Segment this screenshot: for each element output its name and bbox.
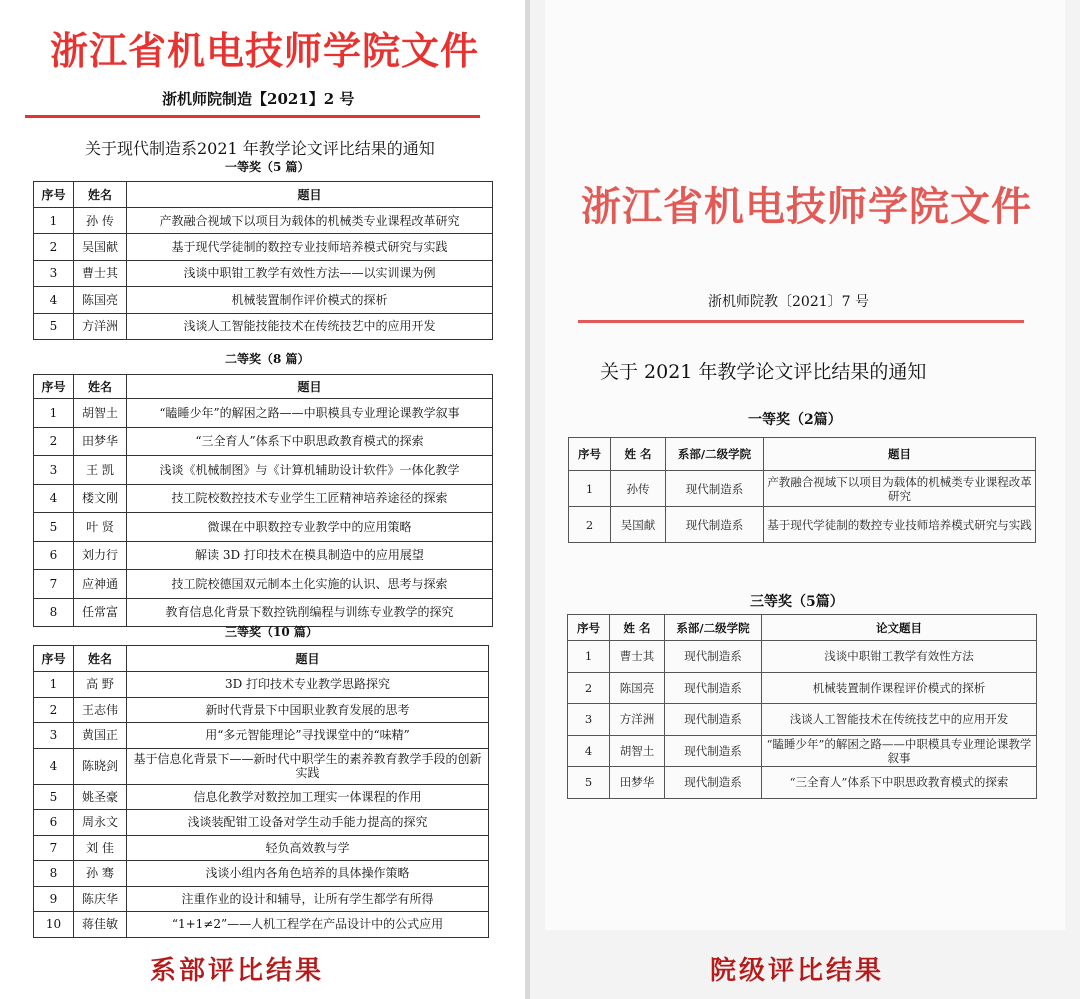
left-third-prize-cell: 刘 佳 (74, 835, 127, 861)
left-first-prize-heading: 一等奖（5 篇） (225, 160, 310, 174)
left-third-prize-cell: 孙 骞 (74, 861, 127, 887)
left-third-prize-cell: 黄国正 (74, 723, 127, 749)
right-third-prize-cell: 现代制造系 (665, 641, 762, 673)
left-first-prize-cell: 曹士其 (74, 260, 127, 286)
right-third-prize-cell: 2 (568, 672, 610, 704)
left-second-prize-row (34, 399, 493, 428)
left-third-prize-cell: 浅谈小组内各角色培养的具体操作策略 (127, 861, 489, 887)
right-first-prize-cell: 基于现代学徒制的数控专业技师培养模式研究与实践 (764, 507, 1036, 543)
left-third-prize-cell: 8 (34, 861, 74, 887)
left-second-prize-cell: 1 (34, 399, 74, 428)
left-second-prize-row (34, 513, 493, 542)
right-third-prize-cell: 1 (568, 641, 610, 673)
left-third-prize-cell: 7 (34, 835, 74, 861)
left-third-prize-row (34, 861, 489, 887)
left-third-prize-col-header: 姓名 (74, 646, 127, 672)
left-second-prize-row (34, 484, 493, 513)
right-third-prize-cell: 浅谈人工智能技术在传统技艺中的应用开发 (762, 704, 1037, 736)
left-second-prize-cell: 刘力行 (74, 541, 127, 570)
left-second-prize-header-row (34, 375, 493, 399)
left-second-prize-cell: 2 (34, 427, 74, 456)
left-first-prize-row (34, 313, 493, 339)
left-third-prize-col-header: 序号 (34, 646, 74, 672)
left-first-prize-cell: 浅谈人工智能技能技术在传统技艺中的应用开发 (127, 313, 493, 339)
left-second-prize-cell: 任常富 (74, 598, 127, 627)
left-third-prize-cell: 蒋佳敏 (74, 912, 127, 938)
right-third-prize-cell: 田梦华 (610, 767, 665, 799)
right-third-prize-cell: 曹士其 (610, 641, 665, 673)
left-third-prize-table (33, 645, 489, 938)
right-first-prize-heading: 一等奖（2篇） (748, 412, 842, 428)
left-first-prize-col-header: 题目 (127, 182, 493, 208)
left-first-prize-cell: 陈国亮 (74, 287, 127, 313)
left-first-prize-header-row (34, 182, 493, 208)
left-second-prize-cell: 胡智土 (74, 399, 127, 428)
left-first-prize-row (34, 208, 493, 234)
left-third-prize-row (34, 886, 489, 912)
left-third-prize-row (34, 912, 489, 938)
left-third-prize-cell: 姚圣豪 (74, 784, 127, 810)
left-second-prize-cell: 技工院校德国双元制本土化实施的认识、思考与探索 (127, 570, 493, 599)
right-first-prize-row (569, 471, 1036, 507)
left-second-prize-cell: “瞌睡少年”的解困之路——中职模具专业理论课教学叙事 (127, 399, 493, 428)
left-first-prize-cell: 1 (34, 208, 74, 234)
left-document-panel (0, 0, 525, 999)
left-first-prize-cell: 基于现代学徒制的数控专业技师培养模式研究与实践 (127, 234, 493, 260)
right-page-card (545, 0, 1065, 930)
left-third-prize-cell: 3D 打印技术专业教学思路探究 (127, 672, 489, 698)
right-first-prize-cell: 1 (569, 471, 611, 507)
right-third-prize-col-header: 系部/二级学院 (665, 615, 762, 641)
left-third-prize-row (34, 835, 489, 861)
left-second-prize-cell: 8 (34, 598, 74, 627)
left-second-prize-col-header: 序号 (34, 375, 74, 399)
left-third-prize-cell: 5 (34, 784, 74, 810)
right-first-prize-row (569, 507, 1036, 543)
left-second-prize-row (34, 456, 493, 485)
left-red-rule (25, 115, 480, 118)
right-third-prize-row (568, 672, 1037, 704)
left-first-prize-row (34, 260, 493, 286)
left-second-prize-cell: 解读 3D 打印技术在模具制造中的应用展望 (127, 541, 493, 570)
left-second-prize-cell: “三全育人”体系下中职思政教育模式的探索 (127, 427, 493, 456)
left-second-prize-cell: 4 (34, 484, 74, 513)
right-third-prize-row (568, 704, 1037, 736)
left-second-prize-cell: 浅谈《机械制图》与《计算机辅助设计软件》一体化教学 (127, 456, 493, 485)
left-notice-title: 关于现代制造系2021 年教学论文评比结果的通知 (85, 139, 435, 158)
left-second-prize-cell: 楼文刚 (74, 484, 127, 513)
left-third-prize-row (34, 672, 489, 698)
left-third-prize-cell: 轻负高效教与学 (127, 835, 489, 861)
left-third-prize-cell: 浅谈装配钳工设备对学生动手能力提高的探究 (127, 810, 489, 836)
right-third-prize-cell: 现代制造系 (665, 735, 762, 767)
left-first-prize-col-header: 姓名 (74, 182, 127, 208)
left-second-prize-cell: 王 凯 (74, 456, 127, 485)
right-third-prize-cell: 现代制造系 (665, 704, 762, 736)
right-third-prize-header-row (568, 615, 1037, 641)
right-third-prize-cell: “瞌睡少年”的解困之路——中职模具专业理论课教学叙事 (762, 735, 1037, 767)
right-first-prize-col-header: 题目 (764, 438, 1036, 471)
left-first-prize-cell: 机械装置制作评价模式的探析 (127, 287, 493, 313)
right-doc-number: 浙机师院教〔2021〕7 号 (708, 294, 869, 310)
left-third-prize-cell: 6 (34, 810, 74, 836)
left-second-prize-heading: 二等奖（8 篇） (225, 352, 310, 366)
left-first-prize-cell: 2 (34, 234, 74, 260)
right-third-prize-row (568, 735, 1037, 767)
right-first-prize-cell: 吴国献 (611, 507, 666, 543)
left-second-prize-table (33, 374, 493, 627)
left-caption: 系部评比结果 (150, 956, 325, 986)
left-third-prize-cell: 注重作业的设计和辅导，让所有学生都学有所得 (127, 886, 489, 912)
left-third-prize-cell: 10 (34, 912, 74, 938)
left-second-prize-cell: 技工院校数控技术专业学生工匠精神培养途径的探索 (127, 484, 493, 513)
left-second-prize-cell: 5 (34, 513, 74, 542)
left-first-prize-cell: 浅谈中职钳工教学有效性方法——以实训课为例 (127, 260, 493, 286)
right-third-prize-cell: 陈国亮 (610, 672, 665, 704)
right-third-prize-col-header: 姓 名 (610, 615, 665, 641)
left-first-prize-table (33, 181, 493, 340)
left-third-prize-cell: 周永文 (74, 810, 127, 836)
right-first-prize-col-header: 序号 (569, 438, 611, 471)
left-second-prize-cell: 教育信息化背景下数控铣削编程与训练专业教学的探究 (127, 598, 493, 627)
right-notice-title: 关于 2021 年教学论文评比结果的通知 (600, 361, 927, 383)
right-first-prize-cell: 现代制造系 (666, 471, 764, 507)
left-third-prize-cell: 王志伟 (74, 697, 127, 723)
left-third-prize-cell: 1 (34, 672, 74, 698)
right-first-prize-cell: 现代制造系 (666, 507, 764, 543)
left-third-prize-cell: “1+1≠2”——人机工程学在产品设计中的公式应用 (127, 912, 489, 938)
left-first-prize-col-header: 序号 (34, 182, 74, 208)
right-first-prize-col-header: 系部/二级学院 (666, 438, 764, 471)
left-header-title: 浙江省机电技师学院文件 (50, 29, 480, 73)
right-third-prize-cell: 现代制造系 (665, 767, 762, 799)
right-third-prize-cell: “三全育人”体系下中职思政教育模式的探索 (762, 767, 1037, 799)
right-third-prize-col-header: 论文题目 (762, 615, 1037, 641)
right-third-prize-cell: 5 (568, 767, 610, 799)
left-second-prize-row (34, 427, 493, 456)
left-first-prize-cell: 3 (34, 260, 74, 286)
left-first-prize-cell: 产教融合视域下以项目为载体的机械类专业课程改革研究 (127, 208, 493, 234)
left-second-prize-cell: 叶 贤 (74, 513, 127, 542)
right-red-rule (578, 320, 1024, 323)
left-second-prize-cell: 7 (34, 570, 74, 599)
left-third-prize-heading: 三等奖（10 篇） (225, 625, 318, 639)
left-first-prize-row (34, 234, 493, 260)
left-first-prize-cell: 4 (34, 287, 74, 313)
right-third-prize-cell: 现代制造系 (665, 672, 762, 704)
right-third-prize-col-header: 序号 (568, 615, 610, 641)
left-first-prize-cell: 吴国献 (74, 234, 127, 260)
right-third-prize-cell: 机械装置制作课程评价模式的探析 (762, 672, 1037, 704)
left-third-prize-cell: 用“多元智能理论”寻找课堂中的“味精” (127, 723, 489, 749)
left-third-prize-cell: 新时代背景下中国职业教育发展的思考 (127, 697, 489, 723)
left-first-prize-cell: 方洋洲 (74, 313, 127, 339)
left-first-prize-cell: 5 (34, 313, 74, 339)
right-first-prize-cell: 2 (569, 507, 611, 543)
right-first-prize-cell: 孙传 (611, 471, 666, 507)
left-third-prize-cell: 信息化教学对数控加工理实一体课程的作用 (127, 784, 489, 810)
right-third-prize-cell: 胡智土 (610, 735, 665, 767)
left-second-prize-row (34, 541, 493, 570)
left-third-prize-cell: 3 (34, 723, 74, 749)
right-third-prize-cell: 方洋洲 (610, 704, 665, 736)
left-second-prize-row (34, 570, 493, 599)
left-third-prize-row (34, 723, 489, 749)
right-third-prize-heading: 三等奖（5篇） (750, 594, 844, 610)
left-third-prize-cell: 4 (34, 748, 74, 784)
left-second-prize-cell: 田梦华 (74, 427, 127, 456)
left-third-prize-cell: 基于信息化背景下——新时代中职学生的素养教育教学手段的创新实践 (127, 748, 489, 784)
left-second-prize-cell: 6 (34, 541, 74, 570)
left-second-prize-cell: 应神通 (74, 570, 127, 599)
left-third-prize-cell: 陈晓剑 (74, 748, 127, 784)
right-third-prize-cell: 浅谈中职钳工教学有效性方法 (762, 641, 1037, 673)
right-first-prize-table (568, 437, 1036, 543)
right-third-prize-row (568, 641, 1037, 673)
right-first-prize-cell: 产教融合视域下以项目为载体的机械类专业课程改革研究 (764, 471, 1036, 507)
left-third-prize-row (34, 810, 489, 836)
left-first-prize-row (34, 287, 493, 313)
left-third-prize-header-row (34, 646, 489, 672)
right-third-prize-cell: 3 (568, 704, 610, 736)
left-first-prize-cell: 孙 传 (74, 208, 127, 234)
left-third-prize-cell: 高 野 (74, 672, 127, 698)
left-third-prize-row (34, 784, 489, 810)
right-first-prize-header-row (569, 438, 1036, 471)
right-third-prize-cell: 4 (568, 735, 610, 767)
right-first-prize-col-header: 姓 名 (611, 438, 666, 471)
right-header-title: 浙江省机电技师学院文件 (581, 184, 1032, 230)
right-caption: 院级评比结果 (710, 956, 885, 986)
left-third-prize-cell: 9 (34, 886, 74, 912)
left-doc-number: 浙机师院制造【2021】2 号 (162, 90, 355, 108)
left-second-prize-col-header: 题目 (127, 375, 493, 399)
right-third-prize-table (567, 614, 1037, 799)
left-third-prize-cell: 陈庆华 (74, 886, 127, 912)
right-third-prize-row (568, 767, 1037, 799)
left-third-prize-cell: 2 (34, 697, 74, 723)
right-document-panel (530, 0, 1080, 999)
left-third-prize-col-header: 题目 (127, 646, 489, 672)
left-second-prize-col-header: 姓名 (74, 375, 127, 399)
left-second-prize-cell: 3 (34, 456, 74, 485)
left-third-prize-row (34, 697, 489, 723)
left-third-prize-row (34, 748, 489, 784)
left-second-prize-cell: 微课在中职数控专业教学中的应用策略 (127, 513, 493, 542)
